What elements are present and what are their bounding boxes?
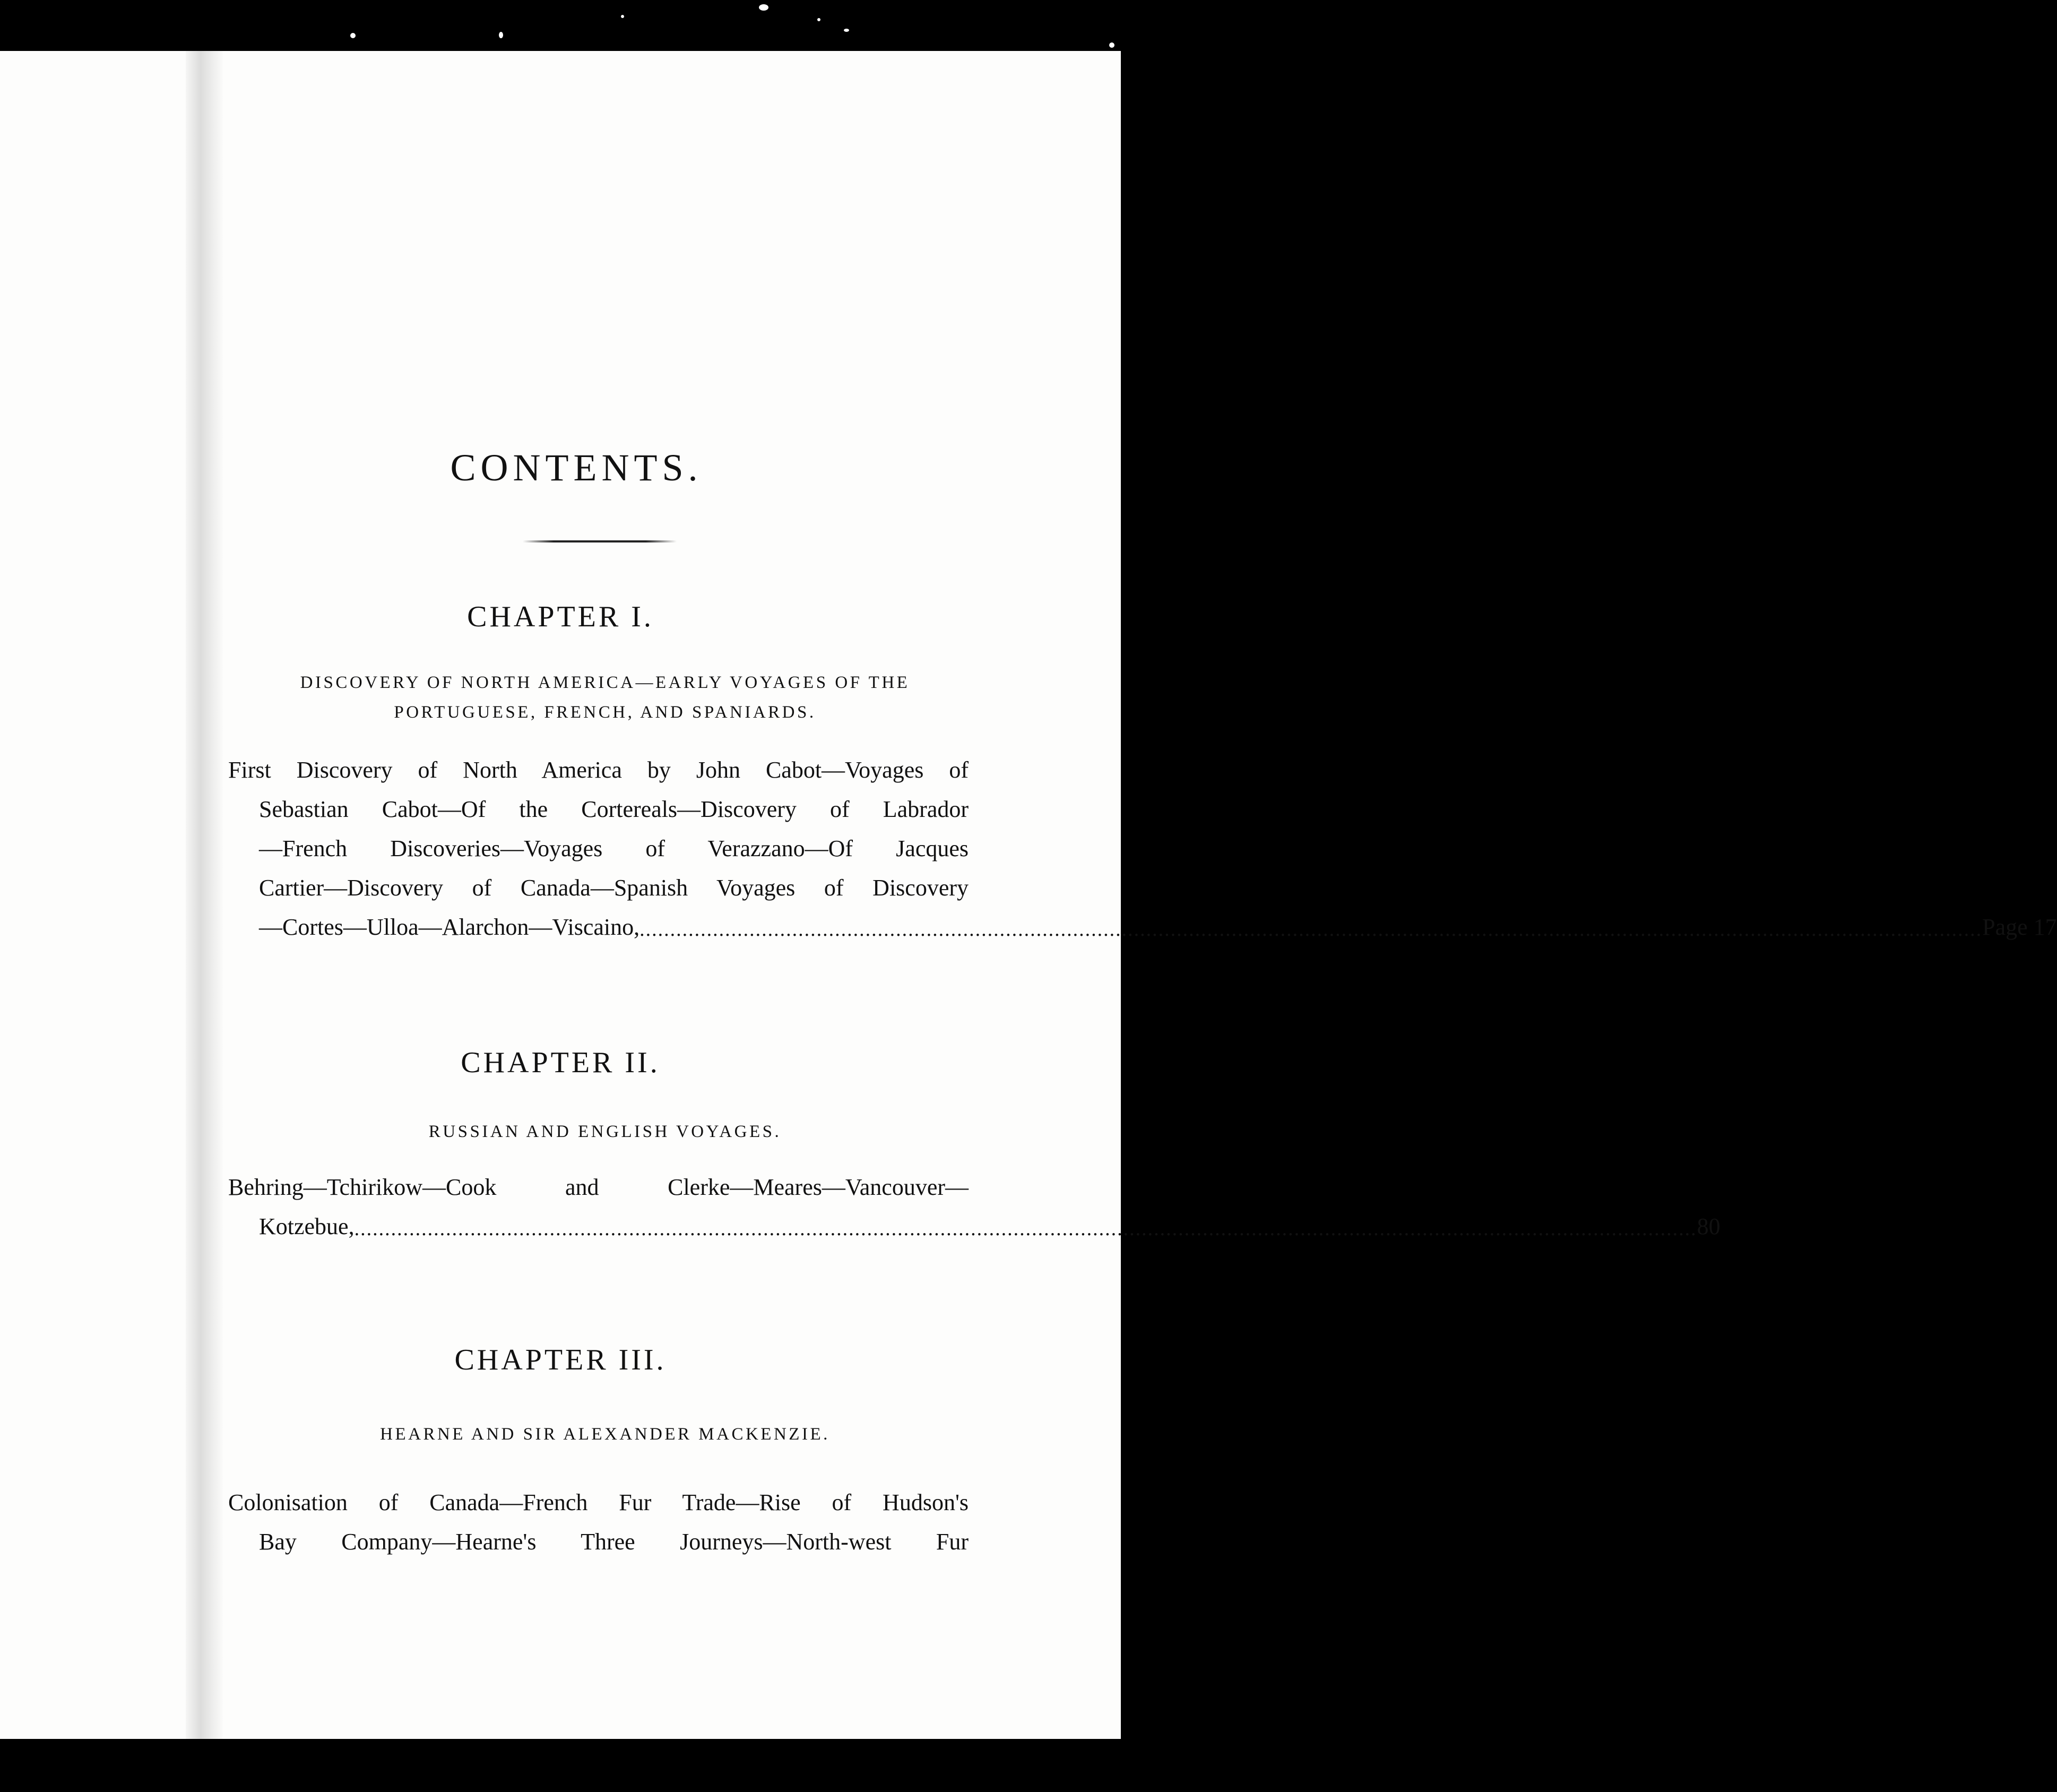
chapter-1-summary-line: Cartier—Discovery of Canada—Spanish Voyages of Discovery — [259, 875, 969, 901]
chapter-3-summary-line: Bay Company—Hearne's Three Journeys—North-west Fur — [259, 1529, 969, 1555]
title-divider-rule — [523, 540, 677, 542]
chapter-1-summary-last-line — [228, 908, 2057, 949]
chapter-3-subtitle-line: HEARNE AND SIR ALEXANDER MACKENZIE. — [380, 1425, 830, 1444]
chapter-2-summary-line: Kotzebue, — [259, 1213, 355, 1239]
scan-speck — [759, 4, 768, 11]
chapter-2-summary-line: Behring—Tchirikow—Cook and Clerke—Meares—Vancouver— — [228, 1174, 969, 1200]
chapter-1-summary-line: First Discovery of North America by John Cabot—Voyages of — [228, 757, 969, 783]
contents-title: CONTENTS. — [450, 446, 703, 489]
scan-speck — [621, 15, 624, 18]
chapter-2-subtitle — [228, 1117, 982, 1147]
chapter-1-subtitle-line: PORTUGUESE, FRENCH, AND SPANIARDS. — [394, 703, 816, 722]
chapter-1-subtitle — [228, 668, 982, 727]
chapter-3-summary-line: Colonisation of Canada—French Fur Trade—Rise of Hudson's — [228, 1489, 969, 1515]
chapter-1-heading: CHAPTER I. — [467, 600, 654, 633]
chapter-2-summary — [228, 1168, 1721, 1248]
chapter-2-page-ref: 80 — [1697, 1213, 1721, 1239]
chapter-2-subtitle-line: RUSSIAN AND ENGLISH VOYAGES. — [428, 1122, 782, 1141]
chapter-1-summary-line: Sebastian Cabot—Of the Cortereals—Discovery of Labrador — [259, 796, 969, 822]
scan-speck — [350, 33, 356, 38]
chapter-1-summary-line: —French Discoveries—Voyages of Verazzano—Of Jacques — [259, 835, 969, 861]
chapter-1-page-ref: Page 17 — [1982, 914, 2057, 940]
chapter-3-subtitle — [228, 1419, 982, 1449]
leader-dots: ............................................................................................................................................................................................................................ — [639, 918, 1983, 941]
scan-speck — [817, 18, 820, 21]
scan-speck — [1109, 42, 1114, 48]
chapter-3-heading: CHAPTER III. — [454, 1343, 667, 1376]
leader-dots: ............................................................................................................................................................................................................................ — [354, 1218, 1697, 1240]
page-bottom-edge — [0, 1739, 1121, 1792]
page-gutter-shadow — [186, 51, 223, 1739]
chapter-3-summary — [228, 1483, 969, 1562]
scan-speck — [844, 29, 849, 32]
chapter-2-summary-last-line — [228, 1207, 1721, 1248]
chapter-1-summary-line: —Cortes—Ulloa—Alarchon—Viscaino, — [259, 914, 640, 940]
scan-speck — [499, 32, 503, 38]
chapter-2-heading: CHAPTER II. — [461, 1046, 660, 1079]
chapter-1-subtitle-line: DISCOVERY OF NORTH AMERICA—EARLY VOYAGES OF THE — [300, 673, 910, 692]
chapter-1-summary — [228, 751, 2057, 949]
